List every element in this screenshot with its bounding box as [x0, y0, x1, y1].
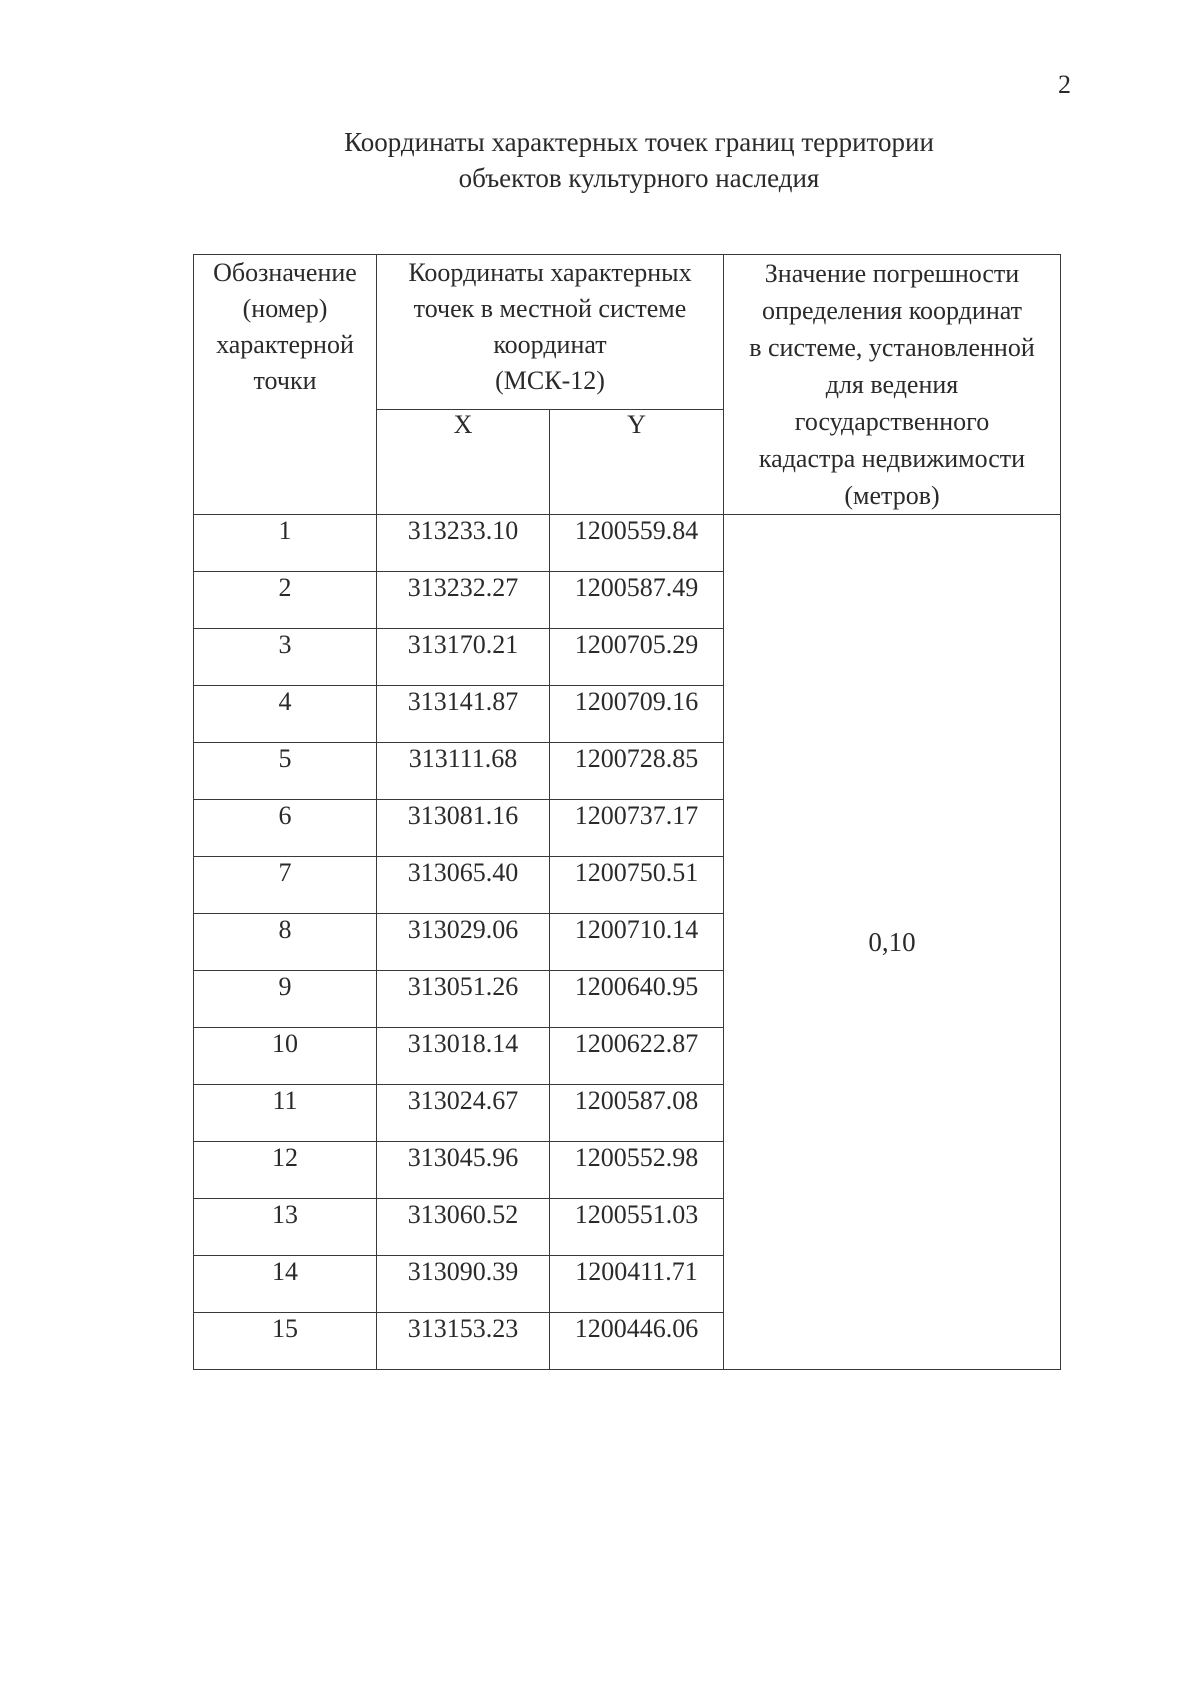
point-number-cell: 14: [194, 1256, 377, 1313]
x-coordinate-cell: 313090.39: [377, 1256, 550, 1313]
y-coordinate-cell: 1200551.03: [550, 1199, 724, 1256]
y-coordinate-cell: 1200446.06: [550, 1313, 724, 1370]
point-number-cell: 1: [194, 515, 377, 572]
point-number-cell: 10: [194, 1028, 377, 1085]
header-row-top: [194, 255, 1061, 410]
x-coordinate-cell: 313233.10: [377, 515, 550, 572]
page-number: 2: [1058, 70, 1071, 99]
y-coordinate-cell: 1200587.49: [550, 572, 724, 629]
x-coordinate-cell: 313111.68: [377, 743, 550, 800]
y-coordinate-cell: 1200559.84: [550, 515, 724, 572]
point-number-cell: 6: [194, 800, 377, 857]
accuracy-value-cell: 0,10: [724, 515, 1061, 1370]
header-text: (метров): [844, 481, 940, 510]
x-coordinate-cell: 313029.06: [377, 914, 550, 971]
header-text: координат: [493, 330, 607, 359]
header-text: Значение погрешности: [764, 259, 1020, 288]
y-coordinate-cell: 1200737.17: [550, 800, 724, 857]
point-number-cell: 15: [194, 1313, 377, 1370]
coordinates-table: [193, 254, 1061, 1370]
title-line-1: Координаты характерных точек границ территории: [344, 127, 934, 157]
y-coordinate-cell: 1200640.95: [550, 971, 724, 1028]
x-coordinate-cell: 313060.52: [377, 1199, 550, 1256]
header-text: кадастра недвижимости: [758, 444, 1026, 473]
document-title: [0, 124, 1200, 196]
header-text: Обозначение: [213, 258, 357, 287]
accuracy-header: [724, 255, 1061, 515]
header-text: характерной: [216, 330, 354, 359]
header-text: точек в местной системе: [413, 294, 687, 323]
point-number-cell: 2: [194, 572, 377, 629]
x-coordinate-cell: 313018.14: [377, 1028, 550, 1085]
y-coordinate-cell: 1200728.85: [550, 743, 724, 800]
point-number-cell: 4: [194, 686, 377, 743]
header-text: точки: [253, 366, 317, 395]
x-coordinate-cell: 313045.96: [377, 1142, 550, 1199]
y-coordinate-cell: 1200750.51: [550, 857, 724, 914]
title-line-2: объектов культурного наследия: [458, 163, 820, 193]
y-coordinate-cell: 1200622.87: [550, 1028, 724, 1085]
y-coordinate-cell: 1200552.98: [550, 1142, 724, 1199]
header-text: в системе, установленной: [749, 333, 1035, 362]
header-text: Координаты характерных: [408, 258, 692, 287]
y-header: Y: [550, 410, 724, 515]
point-number-cell: 8: [194, 914, 377, 971]
point-number-cell: 11: [194, 1085, 377, 1142]
point-number-cell: 5: [194, 743, 377, 800]
x-coordinate-cell: 313232.27: [377, 572, 550, 629]
header-text: (МСК-12): [495, 366, 605, 395]
point-number-cell: 3: [194, 629, 377, 686]
header-text: определения координат: [762, 296, 1022, 325]
header-text: для ведения: [825, 370, 959, 399]
x-coordinate-cell: 313051.26: [377, 971, 550, 1028]
x-coordinate-cell: 313024.67: [377, 1085, 550, 1142]
x-coordinate-cell: 313170.21: [377, 629, 550, 686]
table-row: [194, 515, 1061, 572]
x-coordinate-cell: 313065.40: [377, 857, 550, 914]
header-text: государственного: [794, 407, 990, 436]
x-header: X: [377, 410, 550, 515]
point-number-cell: 7: [194, 857, 377, 914]
y-coordinate-cell: 1200710.14: [550, 914, 724, 971]
y-coordinate-cell: 1200587.08: [550, 1085, 724, 1142]
x-coordinate-cell: 313141.87: [377, 686, 550, 743]
y-coordinate-cell: 1200709.16: [550, 686, 724, 743]
point-number-cell: 13: [194, 1199, 377, 1256]
point-number-cell: 12: [194, 1142, 377, 1199]
y-coordinate-cell: 1200705.29: [550, 629, 724, 686]
x-coordinate-cell: 313081.16: [377, 800, 550, 857]
point-number-header: [194, 255, 377, 515]
header-text: (номер): [242, 294, 328, 323]
coordinates-header: [377, 255, 724, 410]
point-number-cell: 9: [194, 971, 377, 1028]
table-body: [194, 515, 1061, 1370]
x-coordinate-cell: 313153.23: [377, 1313, 550, 1370]
y-coordinate-cell: 1200411.71: [550, 1256, 724, 1313]
